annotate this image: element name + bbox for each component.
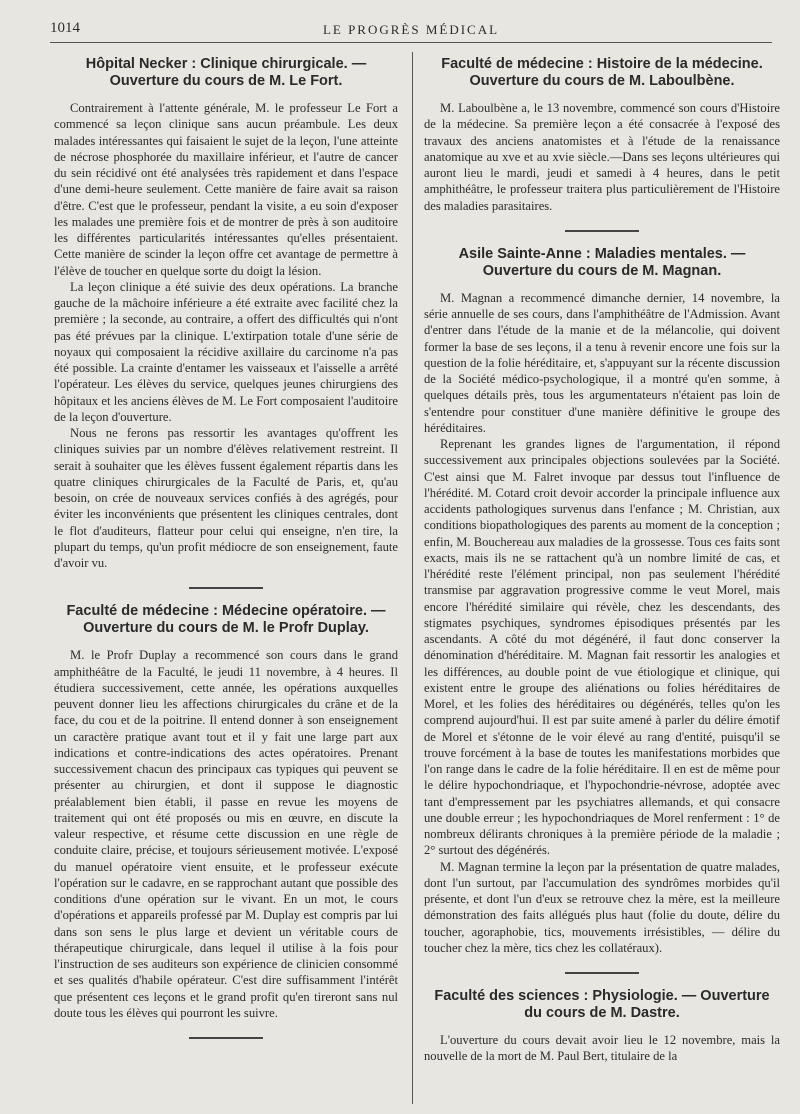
article-paragraph: M. Laboulbène a, le 13 novembre, commencé son cours d'Histoire de la médecine. Sa première leçon a été consacrée à l'exposé des travaux des anciens anatomistes et à l'étude de la renaissance anatomique au xve et au xvie siècle.—Dans ses leçons ultérieures qui auront lieu le mardi, jeudi et samedi à 4 heures, dans le petit amphithéâtre, le professeur traitera plus particulièrement de l'Histoire des maladies parasitaires. [424, 101, 780, 213]
right-column [424, 56, 780, 1065]
journal-title: LE PROGRÈS MÉDICAL [322, 22, 500, 37]
article-title: Hôpital Necker : Clinique chirurgicale. — Ouverture du cours de M. Le Fort. [85, 56, 367, 89]
column-divider [412, 52, 413, 1104]
section-separator [189, 587, 263, 589]
article-paragraph: L'ouverture du cours devait avoir lieu le 12 novembre, mais la nouvelle de la mort de M. Paul Bert, titulaire de la [424, 1033, 780, 1064]
article-paragraph: M. le Profr Duplay a recommencé son cours dans le grand amphithéâtre de la Faculté, le jeudi 11 novembre, à 4 heures. Il étudiera successivement, cette année, les opérations auxquelles peuvent donner lieu les affections chirurgicales du crâne et de la face, du cou et de la poitrine. Il entend donner à son enseignement un caractère pratique avant tout et il y fait une large part aux indications et contre-indications des actes opératoires. Prenant successivement chacun des principaux cas typiques qui peuvent se présenter au chirurgien, et dont il suppose le diagnostic préalablement bien établi, il passe en revue les moyens de traitement qui ont été proposés ou mis en œuvre, en discute la valeur respective, et résume cette discussion en une règle de conduite claire, précise, et toujours sérieusement motivée. L'exposé du manuel opératoire vient ensuite, et le professeur exécute l'opération sur le cadavre, en se rapprochant autant que possible des conditions d'une opération sur le vivant. En un mot, le cours d'opérations et appareils professé par M. Duplay est compris par lui dans son sens le plus large et devient un véritable cours de thérapeutique chirurgicale, dans lequel il utilise à la fois pour l'instruction de ses auditeurs son expérience de clinicien consommé et ses qualités d'habile opérateur. C'est dire suffisamment l'intérêt que présentent ces leçons et le grand profit qu'en tireront sans nul doute tous les élèves qui pourront les suivre. [54, 648, 398, 1020]
left-column [54, 56, 398, 1053]
page-header [50, 18, 772, 43]
article-le-fort [54, 56, 398, 571]
article-paragraph: Nous ne ferons pas ressortir les avantages qu'offrent les cliniques suivies par un nombre d'élèves relativement restreint. Il serait à souhaiter que les élèves fussent également répartis dans les quatre cliniques chirurgicales de la Faculté de Paris, et, qu'au besoin, on crée de nouveaux services confiés à des agrégés, pour éviter les inconvénients que présentent les cliniques centrales, dont le flot d'auditeurs, flatteur pour celui qui enseigne, n'en tire, la plupart du temps, qu'un profit médiocre de son enseignement, faute d'avoir vu. [54, 426, 398, 570]
section-separator [565, 972, 639, 974]
article-paragraph: La leçon clinique a été suivie des deux opérations. La branche gauche de la mâchoire inférieure a été extraite avec facilité chez la première ; la seconde, au contraire, a offert des difficultés qui n'ont pas été prévues par la clinique. L'extirpation totale d'une série de noyaux qui composaient la récidive axillaire du carcinome n'a pas été possible. La crainte d'entamer les vaisseaux et l'aisselle a arrêté l'opérateur. Les élèves du service, quelques jeunes chirurgiens des hôpitaux et les anciens élèves de M. Le Fort composaient l'auditoire de la leçon d'ouverture. [54, 279, 398, 424]
article-paragraph: Contrairement à l'attente générale, M. le professeur Le Fort a commencé sa leçon clinique sans aucun préambule. Les deux malades intéressantes qui faisaient le sujet de la leçon, l'une atteinte de nécrose phosphorée du maxillaire inférieur, et l'autre de cancer du sein récidivé ont été analysées très rapidement et dans l'espace d'une demi-heure seulement. Cette manière de faire avait sa raison d'être. C'est que le professeur, pendant la visite, a eu soin d'exposer les malades une première fois et de montrer de près à son auditoire les différentes particularités intéressantes qu'elles présentaient. Cette manière de scinder la leçon offre cet avantage de permettre à l'élève de toucher en quelque sorte du doigt la lésion. [54, 101, 398, 278]
page-number: 1014 [50, 20, 80, 36]
article-title: Faculté des sciences : Physiologie. — Ouverture du cours de M. Dastre. [434, 988, 770, 1021]
article-magnan [424, 246, 780, 956]
section-separator [565, 230, 639, 232]
article-title: Faculté de médecine : Histoire de la médecine. Ouverture du cours de M. Laboulbène. [441, 56, 763, 89]
article-title: Asile Sainte-Anne : Maladies mentales. — Ouverture du cours de M. Magnan. [458, 245, 746, 279]
article-duplay [54, 603, 398, 1021]
article-paragraph: Reprenant les grandes lignes de l'argumentation, il répond successivement aux principales objections soulevées par la Société. C'est ainsi que M. Falret invoque par dessus tout l'influence de l'hérédité. M. Cotard croit devoir accorder la principale influence aux accidents pathologiques survenus dans l'enfance ; M. Christian, aux conditions biopathologiques des parents au moment de la conception ; enfin, M. Bouchereau aux maladies de la grossesse. Tous ces faits sont exacts, mais ils ne se rattachent qu'à un nombre limité de cas, et l'hérédité reste l'élément principal, non pas seulement l'hérédité transmise par aggravation progressive comme le veut Morel, mais encore l'hérédité similaire qui révèle, chez les descendants, des stigmates psychiques, syndromes épisodiques présentés par les ascendants. A côté du mot dégénéré, il faut donc conserver la dénomination d'héréditaire. M. Magnan fait ressortir les analogies et les différences, au double point de vue étiologique et clinique, qui existent entre le groupe des aliénations ou folies héréditaires de Morel, et les folies des héréditaires ou dégénérés, telles qu'on les comprend aujourd'hui. Il est par suite amené à parler du délire émotif de Morel et s'étonne de le voir élevé au rang d'entité, puisqu'il se trouve forcément à la base de toutes les manifestations morbides que l'on range dans le cadre de la folie héréditaire. Il en est de même pour le délire hypochondriaque, et l'hypochondrie-névrose, adoptée avec tant d'empressement par les psychiatres allemands, et qui consacre une double erreur ; les hypochondriaques de Morel renferment : 1° de nombreux délirants chroniques à la première période de la maladie ; 2° surtout des dégénérés. [424, 437, 780, 858]
article-paragraph: M. Magnan a recommencé dimanche dernier, 14 novembre, la série annuelle de ses cours, dans l'amphithéâtre de l'Admission. Avant d'entrer dans l'étude de la manie et de la mélancolie, qui doivent former la base de ses leçons, il a tenu à revenir encore une fois sur la question de la folie héréditaire, et, s'appuyant sur la récente discussion de la Société médico-psychologique, il a montré qu'en somme, à quelques détails près, tous les argumentateurs n'étaient pas loin de s'entendre pour constituer d'une manière définitive le groupe des héréditaires. [424, 290, 780, 435]
article-title: Faculté de médecine : Médecine opératoire. — Ouverture du cours de M. le Profr Duplay. [66, 603, 386, 637]
article-dastre [424, 988, 780, 1065]
article-paragraph: M. Magnan termine la leçon par la présentation de quatre malades, dont l'un surtout, par l'accumulation des syndrômes morbides qu'il présente, et dont l'un d'eux se retrouve chez la mère, est la meilleure démonstration des faits allégués plus haut (folie du doute, délire du toucher, agoraphobie, tics, mouvements irrésistibles, — délire du toucher chez la mère, tics chez les collatéraux). [424, 859, 780, 955]
article-laboulbene [424, 56, 780, 214]
section-separator [189, 1037, 263, 1039]
